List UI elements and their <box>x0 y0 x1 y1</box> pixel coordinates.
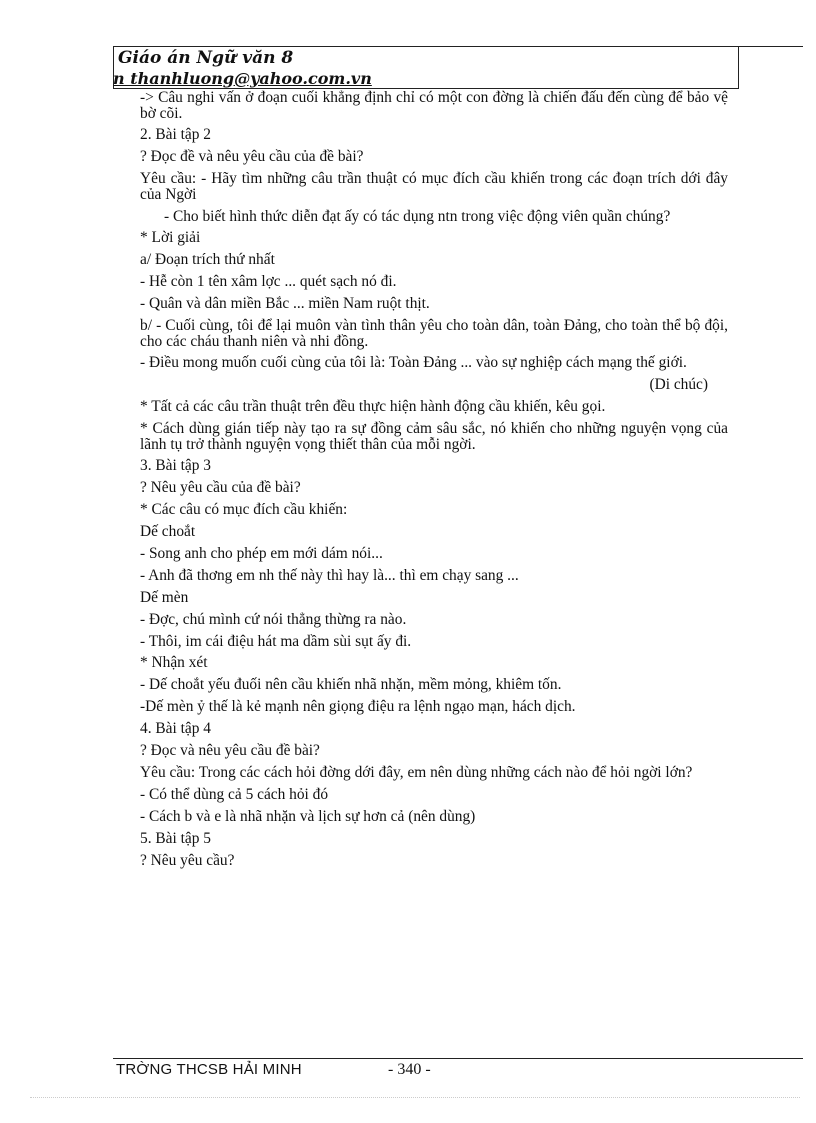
paragraph: - Điều mong muốn cuối cùng của tôi là: Toàn Đảng ... vào sự nghiệp cách mạng thế giới. <box>140 354 687 372</box>
paragraph: * Lời giải <box>140 229 201 247</box>
paragraph: b/ - Cuối cùng, tôi để lại muôn vàn tình thân yêu cho toàn dân, toàn Đảng, cho toàn thể bộ đội, cho các cháu thanh niên và nhi đồng. <box>140 317 728 350</box>
paragraph: - Có thể dùng cả 5 cách hỏi đó <box>140 785 329 803</box>
paragraph: - Quân và dân miền Bắc ... miền Nam ruột thịt. <box>140 295 430 313</box>
paragraph: -Dế mèn ỷ thế là kẻ mạnh nên giọng điệu ra lệnh ngạo mạn, hách dịch. <box>140 698 576 716</box>
paragraph: - Đợc, chú mình cứ nói thẳng thừng ra nào. <box>140 610 407 628</box>
page-bottom-dotted-line <box>30 1097 800 1098</box>
footer-school: TRỜNG THCSB HẢI MINH <box>116 1061 302 1078</box>
document-body <box>116 90 728 874</box>
paragraph: - Hễ còn 1 tên xâm lợc ... quét sạch nó đi. <box>140 273 397 291</box>
paragraph: Yêu cầu: Trong các cách hỏi đờng dới đây, em nên dùng những cách nào để hỏi ngời lớn? <box>140 763 693 781</box>
paragraph: Dế choắt <box>140 523 196 541</box>
paragraph: - Song anh cho phép em mới dám nói... <box>140 545 383 563</box>
paragraph: * Các câu có mục đích cầu khiến: <box>140 501 348 519</box>
paragraph: Dế mèn <box>140 588 189 606</box>
paragraph: * Cách dùng gián tiếp này tạo ra sự đồng cảm sâu sắc, nó khiến cho những nguyện vọng của lãnh tụ trở thành nguyện vọng thiết thân của mỗi ngời. <box>140 420 728 453</box>
paragraph: -> Câu nghi vấn ở đoạn cuối khẳng định chỉ có một con đờng là chiến đấu đến cùng để bảo vệ bờ cõi. <box>140 89 728 122</box>
paragraph: * Nhận xét <box>140 654 208 672</box>
header-title: Giáo án Ngữ văn 8 <box>118 48 294 68</box>
question: ? Nêu yêu cầu? <box>140 851 235 869</box>
exercise-heading: 5. Bài tập 5 <box>140 829 211 847</box>
question: ? Đọc và nêu yêu cầu đề bài? <box>140 742 320 760</box>
question: ? Đọc đề và nêu yêu cầu của đề bài? <box>140 148 364 166</box>
paragraph: a/ Đoạn trích thứ nhất <box>140 251 275 269</box>
header-email: n thanhluong@yahoo.com.vn <box>113 69 372 88</box>
paragraph: Yêu cầu: - Hãy tìm những câu trần thuật có mục đích cầu khiến trong các đoạn trích dới đây của Ngời <box>140 170 728 203</box>
paragraph: - Thôi, im cái điệu hát ma dầm sùi sụt ấy đi. <box>140 632 412 650</box>
paragraph: * Tất cả các câu trần thuật trên đều thực hiện hành động cầu khiến, kêu gọi. <box>140 398 606 416</box>
paragraph: - Anh đã thơng em nh thế này thì hay là... thì em chạy sang ... <box>140 566 519 584</box>
exercise-heading: 2. Bài tập 2 <box>140 126 211 144</box>
citation: (Di chúc) <box>649 376 708 394</box>
paragraph: - Cách b và e là nhã nhặn và lịch sự hơn cả (nên dùng) <box>140 807 476 825</box>
question: ? Nêu yêu cầu của đề bài? <box>140 479 301 497</box>
exercise-heading: 3. Bài tập 3 <box>140 457 211 475</box>
footer-rule <box>113 1058 803 1059</box>
paragraph: - Dế choắt yếu đuối nên cầu khiến nhã nhặn, mềm mỏng, khiêm tốn. <box>140 676 562 694</box>
paragraph: - Cho biết hình thức diễn đạt ấy có tác dụng ntn trong việc động viên quần chúng? <box>164 207 671 225</box>
exercise-heading: 4. Bài tập 4 <box>140 720 211 738</box>
page-number: - 340 - <box>388 1061 431 1078</box>
